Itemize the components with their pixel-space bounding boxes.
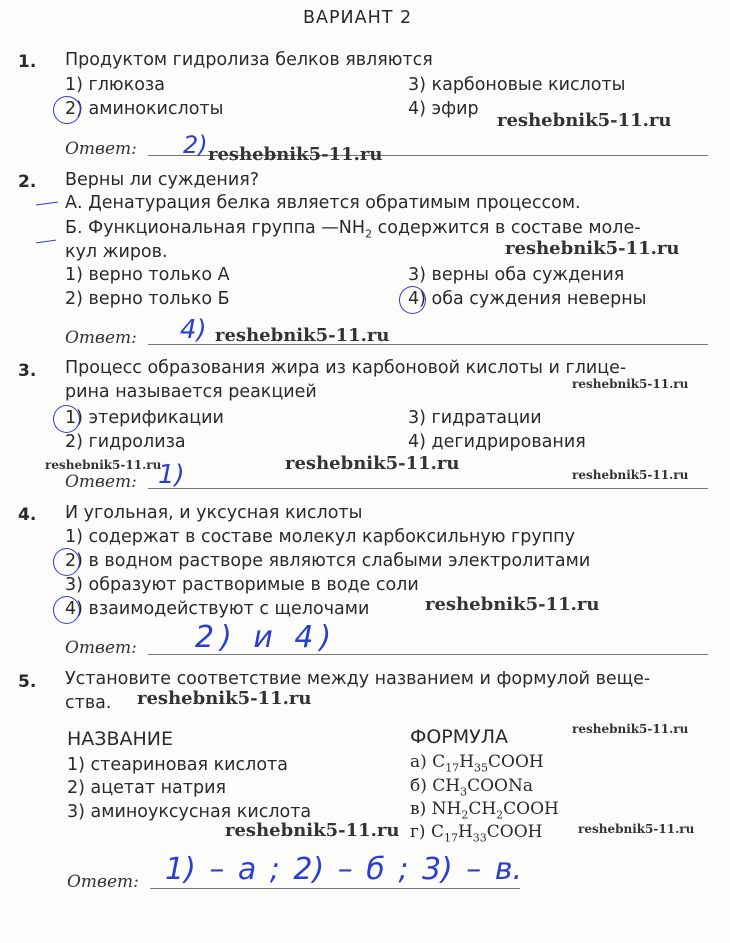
formula-c-part: CH <box>468 799 497 819</box>
q4-option-4: 4) взаимодействуют с щелочами <box>65 599 370 619</box>
q3-answer-label: Ответ: <box>65 472 137 492</box>
q5-name-2: 2) ацетат натрия <box>67 778 226 798</box>
q3-option-2: 2) гидролиза <box>65 432 186 452</box>
q5-number: 5. <box>18 672 37 692</box>
q4-selection-circle-2 <box>53 548 80 576</box>
formula-d-part: COOH <box>486 822 543 842</box>
formula-a-part: а) C <box>410 752 446 772</box>
q3-number: 3. <box>18 361 37 381</box>
q4-selection-circle-4 <box>53 596 80 624</box>
q2-statement-b-line2: кул жиров. <box>65 242 168 262</box>
q2-statement-b-sub: 2 <box>365 227 373 241</box>
formula-c-sub: 2 <box>496 808 504 822</box>
q2-mark-a <box>36 201 58 205</box>
formula-a-part: COOH <box>488 752 544 772</box>
q2-option-2: 2) верно только Б <box>65 289 230 309</box>
q2-option-4: 4) оба суждения неверны <box>408 289 647 309</box>
q3-handwritten-answer: 1) <box>158 460 185 490</box>
formula-b-part: б) CH <box>410 776 461 796</box>
formula-d-sub: 33 <box>472 831 487 845</box>
watermark: reshebnik5-11.ru <box>215 325 390 346</box>
q4-text: И угольная, и уксусная кислоты <box>65 503 363 523</box>
q3-option-3: 3) гидратации <box>408 408 542 428</box>
formula-a-sub: 17 <box>445 761 460 775</box>
q2-statement-b-part1: Б. Функциональная группа —NH <box>65 218 366 238</box>
q2-statement-a: А. Денатурация белка является обратимым процессом. <box>65 193 581 213</box>
watermark: reshebnik5-11.ru <box>572 468 689 482</box>
formula-b-sub: 3 <box>460 785 468 799</box>
watermark: reshebnik5-11.ru <box>425 594 600 615</box>
watermark: reshebnik5-11.ru <box>45 458 162 472</box>
q1-option-3: 3) карбоновые кислоты <box>408 75 626 95</box>
q4-option-3: 3) образуют растворимые в воде соли <box>65 575 419 595</box>
formula-a-sub: 35 <box>474 761 489 775</box>
q1-text: Продуктом гидролиза белков являются <box>65 50 433 70</box>
q3-option-4: 4) дегидрирования <box>408 432 586 452</box>
q5-column-formula-heading: ФОРМУЛА <box>410 726 509 748</box>
watermark: reshebnik5-11.ru <box>208 144 383 165</box>
q2-number: 2. <box>18 172 37 192</box>
q2-option-1: 1) верно только А <box>65 265 230 285</box>
q5-text-line1: Установите соответствие между названием и формулой веще- <box>65 669 651 689</box>
watermark: reshebnik5-11.ru <box>505 238 680 259</box>
q5-formula-d <box>410 822 543 844</box>
q5-answer-label: Ответ: <box>67 872 139 892</box>
q2-handwritten-answer: 4) <box>180 315 207 345</box>
q3-selection-circle <box>53 405 80 433</box>
formula-d-part: г) C <box>410 822 444 842</box>
q1-option-2: 2) аминокислоты <box>65 99 224 119</box>
formula-b-part: COONa <box>467 776 534 796</box>
q4-option-2: 2) в водном растворе являются слабыми электролитами <box>65 551 591 571</box>
q4-number: 4. <box>18 505 37 525</box>
q1-option-1: 1) глюкоза <box>65 75 165 95</box>
formula-d-part: H <box>457 822 473 842</box>
q2-statement-b-part2: содержится в составе моле- <box>372 218 641 238</box>
watermark: reshebnik5-11.ru <box>137 688 312 709</box>
q5-formula-a <box>410 752 544 774</box>
q5-column-name-heading: НАЗВАНИЕ <box>67 728 174 750</box>
q5-text-line2: ства. <box>65 693 112 713</box>
watermark: reshebnik5-11.ru <box>497 110 672 131</box>
watermark: reshebnik5-11.ru <box>225 820 400 841</box>
formula-a-part: H <box>459 752 475 772</box>
q5-formula-b <box>410 776 533 798</box>
q4-handwritten-answer: 2) и 4) <box>195 620 338 655</box>
q3-text-line1: Процесс образования жира из карбоновой кислоты и глице- <box>65 358 627 378</box>
formula-c-sub: 2 <box>461 808 469 822</box>
q2-text: Верны ли суждения? <box>65 170 260 190</box>
q2-mark-b <box>36 240 56 244</box>
q1-option-4: 4) эфир <box>408 99 479 119</box>
q3-text-line2: рина называется реакцией <box>65 382 317 402</box>
variant-header: ВАРИАНТ 2 <box>303 8 413 28</box>
formula-d-sub: 17 <box>443 831 458 845</box>
watermark: reshebnik5-11.ru <box>572 377 689 391</box>
q5-name-1: 1) стеариновая кислота <box>67 755 288 775</box>
watermark: reshebnik5-11.ru <box>578 822 695 836</box>
q2-selection-circle <box>399 286 426 314</box>
formula-c-part: в) NH <box>410 799 462 819</box>
q2-answer-label: Ответ: <box>65 328 137 348</box>
q1-handwritten-answer: 2) <box>183 131 208 159</box>
formula-c-part: COOH <box>503 799 559 819</box>
q1-answer-label: Ответ: <box>65 139 137 159</box>
q4-option-1: 1) содержат в составе молекул карбоксильную группу <box>65 527 575 547</box>
q3-answer-line <box>148 488 708 489</box>
q1-selection-circle <box>53 96 81 124</box>
q3-option-1: 1) этерификации <box>65 408 224 428</box>
q5-answer-line <box>150 888 520 889</box>
q5-formula-c <box>410 799 559 821</box>
q2-option-3: 3) верны оба суждения <box>408 265 625 285</box>
q5-handwritten-answer: 1) – а ; 2) – б ; 3) – в. <box>165 852 523 887</box>
watermark: reshebnik5-11.ru <box>572 722 689 736</box>
q1-number: 1. <box>18 52 37 72</box>
q5-name-3: 3) аминоуксусная кислота <box>67 802 312 822</box>
watermark: reshebnik5-11.ru <box>285 453 460 474</box>
q4-answer-label: Ответ: <box>65 638 137 658</box>
